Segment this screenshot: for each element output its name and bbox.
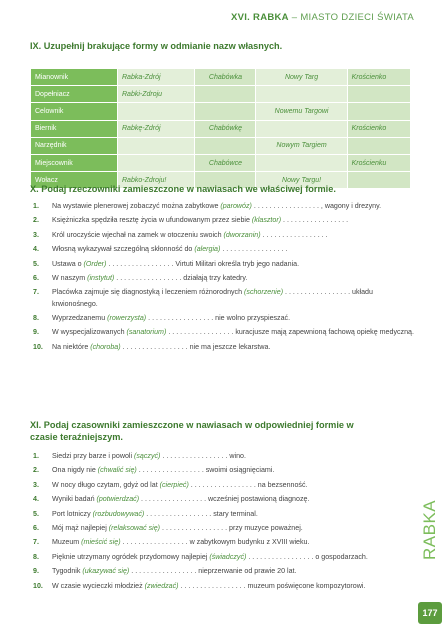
answer-blank-text[interactable]: . . . . . . . . . . . . . . . . . stary terminal.	[144, 509, 258, 518]
item-number: 2.	[33, 216, 39, 225]
exercise-item	[30, 552, 415, 563]
base-word: (alergia)	[194, 245, 221, 254]
answer-blank-text[interactable]: . . . . . . . . . . . . . . . . .	[281, 216, 349, 225]
item-text: Na niektóre	[52, 342, 91, 351]
answer-blank-text[interactable]: . . . . . . . . . . . . . . . . . nieprzerwanie od prawie 20 lat.	[129, 567, 297, 576]
declension-cell[interactable]: Chabówkę	[195, 120, 256, 137]
declension-cell[interactable]	[256, 86, 347, 103]
item-text: W czasie wycieczki młodzież	[52, 581, 145, 590]
declension-cell[interactable]: Rabkę-Zdrój	[118, 120, 195, 137]
base-word: (rozbudowywać)	[92, 509, 145, 518]
exercise-item	[30, 451, 415, 462]
exercise-9-title: Uzupełnij brakujące formy w odmianie nazw własnych.	[43, 41, 283, 51]
item-number: 10.	[33, 581, 43, 590]
base-word: (świadczyć)	[209, 552, 247, 561]
answer-blank-text[interactable]: . . . . . . . . . . . . . . . . . nie wolno przyspieszać.	[146, 313, 291, 322]
item-number: 5.	[33, 509, 39, 518]
chapter-title: XVI. RABKA	[230, 12, 289, 23]
declension-cell[interactable]	[195, 137, 256, 154]
page-number: 177	[418, 602, 442, 624]
item-number: 9.	[33, 328, 39, 337]
item-text: Król uroczyście wjechał na zamek w otoczeniu swoich	[52, 230, 224, 239]
base-word: (parowóz)	[220, 202, 252, 210]
answer-blank-text[interactable]: . . . . . . . . . . . . . . . . .	[260, 230, 328, 239]
item-text: Muzeum	[52, 538, 82, 547]
declension-cell[interactable]	[195, 86, 256, 103]
base-word: (relaksować się)	[108, 523, 161, 532]
case-label: Narzędnik	[31, 137, 118, 154]
exercise-item	[30, 494, 415, 505]
declension-row	[31, 137, 411, 154]
answer-blank-text[interactable]: . . . . . . . . . . . . . . . . . w zabytkowym budynku z XVIII wieku.	[120, 538, 310, 547]
answer-blank-text[interactable]: . . . . . . . . . . . . . . . . . , wagony i drezyny.	[251, 202, 382, 210]
declension-row	[31, 86, 411, 103]
exercise-10-number: X.	[30, 184, 39, 194]
declension-cell[interactable]: Rabko-Zdroju!	[118, 172, 195, 189]
answer-blank-text[interactable]: . . . . . . . . . . . . . . . . . o gospodarzach.	[246, 552, 368, 561]
item-number: 6.	[33, 273, 39, 282]
answer-blank-text[interactable]: . . . . . . . . . . . . . . . . . wcześniej postawioną diagnozę.	[139, 495, 310, 504]
base-word: (ukazywać się)	[82, 567, 130, 576]
declension-cell[interactable]: Nowym Targiem	[256, 137, 347, 154]
answer-blank-text[interactable]: . . . . . . . . . . . . . . . . . swoimi osiągnięciami.	[136, 466, 275, 475]
exercise-10-title: Podaj rzeczowniki zamieszczone w nawiasach we właściwej formie.	[41, 184, 336, 194]
item-number: 4.	[33, 495, 39, 504]
exercise-item	[30, 244, 415, 255]
item-number: 3.	[33, 480, 39, 489]
item-text: Ustawa o	[52, 259, 84, 268]
declension-table	[30, 68, 411, 189]
declension-cell[interactable]: Krościenko	[347, 120, 410, 137]
item-number: 1.	[33, 202, 39, 210]
declension-cell[interactable]: Chabówka	[195, 69, 256, 86]
base-word: (sanatorium)	[126, 328, 167, 337]
declension-cell[interactable]: Krościenku	[347, 154, 410, 171]
answer-blank-text[interactable]: . . . . . . . . . . . . . . . . . działają trzy katedry.	[114, 273, 248, 282]
item-number: 9.	[33, 567, 39, 576]
case-label: Mianownik	[31, 69, 118, 86]
declension-cell[interactable]: Nowy Targu!	[256, 172, 347, 189]
item-number: 10.	[33, 342, 43, 351]
declension-row	[31, 69, 411, 86]
item-text: Siedzi przy barze i powoli	[52, 452, 135, 460]
base-word: (zwiedzać)	[144, 581, 179, 590]
case-label: Biernik	[31, 120, 118, 137]
exercise-9-number: IX.	[30, 41, 42, 51]
answer-blank-text[interactable]: . . . . . . . . . . . . . . . . . Virtuti Militari określa tryb jego nadania.	[106, 259, 300, 268]
exercise-item	[30, 581, 415, 592]
exercise-item	[30, 342, 415, 353]
case-label: Dopełniacz	[31, 86, 118, 103]
item-number: 5.	[33, 259, 39, 268]
answer-blank-text[interactable]: . . . . . . . . . . . . . . . . .	[220, 245, 288, 254]
item-number: 8.	[33, 313, 39, 322]
item-number: 4.	[33, 245, 39, 254]
declension-cell[interactable]	[256, 120, 347, 137]
item-text: Wyprzedzanemu	[52, 313, 108, 322]
exercise-item	[30, 259, 415, 270]
exercise-item	[30, 230, 415, 241]
item-text: Pięknie utrzymany ogródek przydomowy najlepiej	[52, 552, 210, 561]
declension-cell[interactable]	[347, 172, 410, 189]
item-number: 7.	[33, 538, 39, 547]
item-text: Ona nigdy nie	[52, 466, 98, 475]
declension-cell[interactable]: Rabka-Zdrój	[118, 69, 195, 86]
item-text: Port lotniczy	[52, 509, 93, 518]
exercise-11-number: XI.	[30, 420, 42, 430]
answer-blank-text[interactable]: . . . . . . . . . . . . . . . . . na bezsenność.	[188, 480, 308, 489]
declension-row	[31, 120, 411, 137]
item-number: 8.	[33, 552, 39, 561]
declension-cell[interactable]	[256, 154, 347, 171]
running-header	[231, 12, 414, 23]
declension-cell[interactable]	[347, 137, 410, 154]
item-text: Włosną wykazywał szczególną skłonność do	[52, 245, 195, 254]
answer-blank-text[interactable]: . . . . . . . . . . . . . . . . . kuracjusze mają zapewnioną fachową opiekę medyczną.	[166, 328, 414, 337]
exercise-item	[30, 327, 415, 338]
declension-cell[interactable]	[118, 154, 195, 171]
base-word: (choroba)	[90, 342, 121, 351]
base-word: (cierpieć)	[159, 480, 189, 489]
exercise-item	[30, 509, 415, 520]
exercise-item	[30, 215, 415, 226]
exercise-item	[30, 523, 415, 534]
declension-cell[interactable]	[118, 137, 195, 154]
exercise-11-list	[30, 451, 415, 595]
base-word: (potwierdzać)	[96, 495, 140, 504]
declension-cell[interactable]: Nowy Targ	[256, 69, 347, 86]
item-text: Placówka zajmuje się diagnostyką i leczeniem różnorodnych	[52, 288, 245, 297]
exercise-item	[30, 287, 415, 309]
exercise-9-heading	[30, 40, 282, 52]
base-word: (chwalić się)	[97, 466, 137, 475]
declension-cell[interactable]: Krościenko	[347, 69, 410, 86]
item-number: 3.	[33, 230, 39, 239]
exercise-item	[30, 537, 415, 548]
exercise-item	[30, 313, 415, 324]
exercise-10-heading	[30, 183, 336, 195]
exercise-item	[30, 465, 415, 476]
exercise-item	[30, 273, 415, 284]
item-number: 1.	[33, 452, 39, 460]
item-text: W nocy długo czytam, gdyż od lat	[52, 480, 160, 489]
declension-cell[interactable]: Chabówce	[195, 154, 256, 171]
exercise-11-heading	[30, 419, 360, 443]
answer-blank-text[interactable]: . . . . . . . . . . . . . . . . . muzeum poświęcone kompozytorowi.	[178, 581, 366, 590]
exercise-item	[30, 566, 415, 577]
item-text: Księżniczka spędziła resztę życia w ufundowanym przez siebie	[52, 216, 252, 225]
declension-cell[interactable]: Nowemu Targowi	[256, 103, 347, 120]
answer-blank-text[interactable]: . . . . . . . . . . . . . . . . . układu krwionośnego.	[52, 288, 373, 308]
base-word: (mieścić się)	[81, 538, 121, 547]
exercise-11-title: Podaj czasowniki zamieszczone w nawiasach w odpowiedniej formie w czasie teraźniejszym.	[30, 420, 354, 442]
declension-row	[31, 103, 411, 120]
exercise-10-list	[30, 201, 415, 356]
case-label: Miejscownik	[31, 154, 118, 171]
answer-blank-text[interactable]: . . . . . . . . . . . . . . . . . wino.	[160, 452, 246, 460]
case-label: Wołacz	[31, 172, 118, 189]
declension-cell[interactable]	[118, 103, 195, 120]
item-text: W wyspecjalizowanych	[52, 328, 127, 337]
item-number: 6.	[33, 523, 39, 532]
declension-cell[interactable]	[195, 103, 256, 120]
base-word: (sączyć)	[134, 452, 161, 460]
answer-blank-text[interactable]: . . . . . . . . . . . . . . . . . przy muzyce poważnej.	[160, 523, 303, 532]
declension-cell[interactable]	[347, 86, 410, 103]
item-text: Mój mąż najlepiej	[52, 523, 109, 532]
item-text: Wyniki badań	[52, 495, 97, 504]
item-number: 7.	[33, 288, 39, 297]
item-number: 2.	[33, 466, 39, 475]
declension-cell[interactable]: Rabki-Zdroju	[118, 86, 195, 103]
base-word: (rowerzysta)	[107, 313, 147, 322]
base-word: (instytut)	[87, 273, 115, 282]
item-text: W naszym	[52, 273, 88, 282]
exercise-item	[30, 201, 415, 212]
side-label: RABKA	[420, 499, 439, 560]
declension-row	[31, 154, 411, 171]
declension-cell[interactable]	[347, 103, 410, 120]
base-word: (klasztor)	[251, 216, 282, 225]
base-word: (Order)	[83, 259, 107, 268]
base-word: (dworzanin)	[223, 230, 261, 239]
item-text: Na wystawie plenerowej zobaczyć można zabytkowe	[52, 202, 221, 210]
item-text: Tygodnik	[52, 567, 83, 576]
case-label: Celownik	[31, 103, 118, 120]
base-word: (schorzenie)	[244, 288, 284, 297]
chapter-subtitle: – MIASTO DZIECI ŚWIATA	[288, 12, 414, 23]
answer-blank-text[interactable]: . . . . . . . . . . . . . . . . . nie ma jeszcze lekarstwa.	[120, 342, 271, 351]
exercise-item	[30, 480, 415, 491]
